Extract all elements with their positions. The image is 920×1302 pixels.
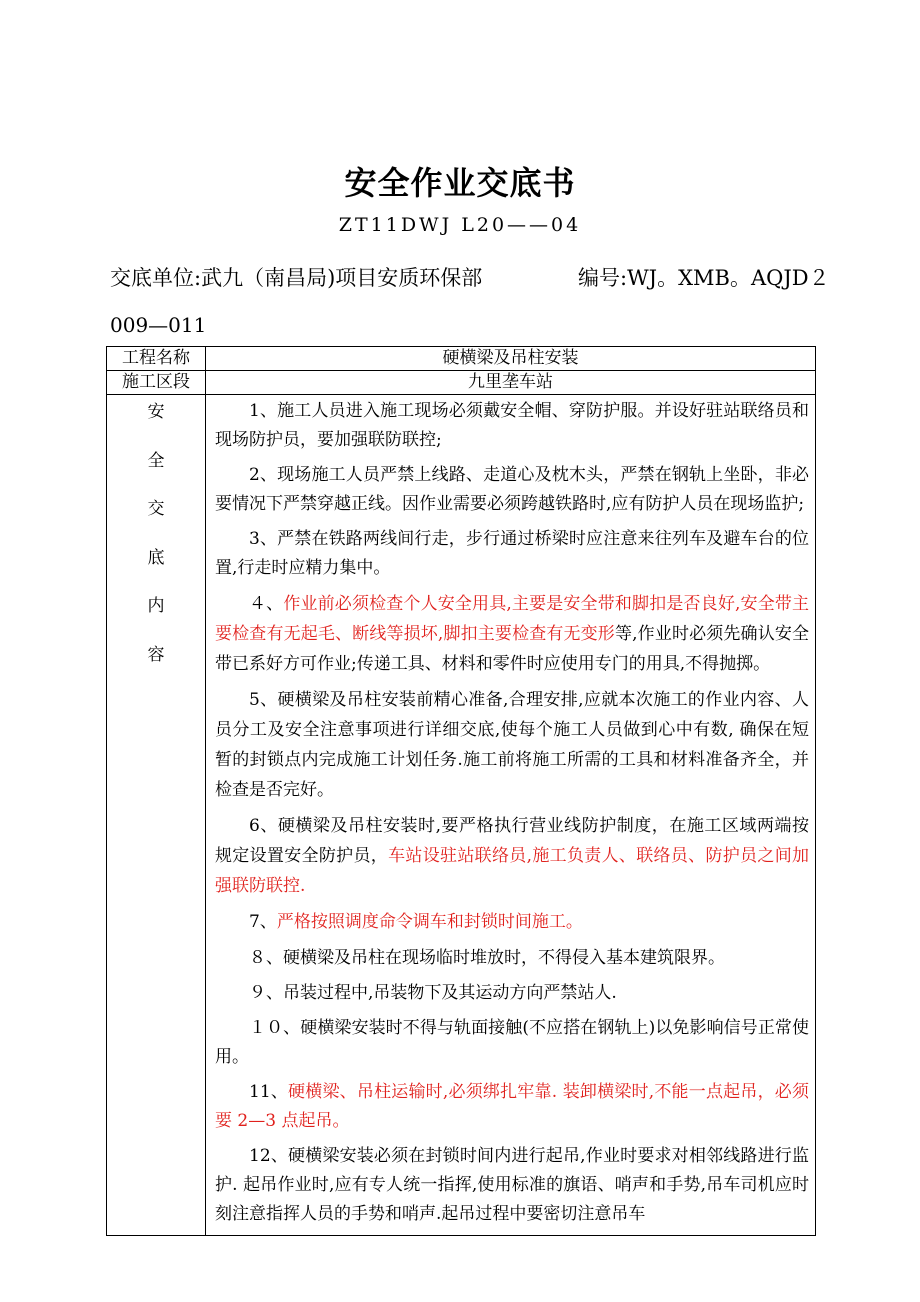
list-item: 5、硬横梁及吊柱安装前精心准备,合理安排,应就本次施工的作业内容、人员分工及安全注意事项进行详细交底,使每个施工人员做到心中有数, 确保在短暂的封锁点内完成施工计划任务.施工前将施工所需的工具和材料准备齐全，并检查是否完好。 bbox=[215, 690, 809, 800]
side-char: 全 bbox=[147, 450, 165, 471]
item-number: 7、 bbox=[249, 912, 277, 932]
list-item: 12、硬横梁安装必须在封锁时间内进行起吊,作业时要求对相邻线路进行监护. 起吊作业时,应有专人统一指挥,使用标准的旗语、哨声和手势,吊车司机应时刻注意指挥人员的手势和哨声.起吊过程中要密切注意吊车 bbox=[215, 1146, 809, 1224]
highlighted-text: 车站设驻站联络员,施工负责人、联络员、防护员之间加强联防联控. bbox=[215, 846, 810, 896]
side-char: 交 bbox=[147, 499, 165, 519]
list-item: ８、硬横梁及吊柱在现场临时堆放时，不得侵入基本建筑限界。 bbox=[249, 948, 725, 968]
briefing-content bbox=[206, 395, 816, 1236]
item-number: ４、 bbox=[249, 594, 284, 614]
item-text: 等,作业时必须先确认安全带已系好方可作业;传递工具、材料和零件时应使用专门的用具,不得抛掷。 bbox=[215, 624, 810, 674]
table-row bbox=[107, 347, 816, 371]
list-item: 3、严禁在铁路两线间行走，步行通过桥梁时应注意来往列车及避车台的位置,行走时应精力集中。 bbox=[215, 529, 809, 578]
list-item bbox=[215, 589, 809, 679]
document-number: 编号:WJ。XMB。AQJD２ bbox=[578, 266, 830, 290]
briefing-table bbox=[106, 346, 816, 1236]
header-info-line bbox=[110, 262, 830, 292]
content-side-label bbox=[107, 395, 206, 1236]
side-char: 内 bbox=[147, 596, 165, 616]
side-char: 容 bbox=[147, 644, 165, 665]
highlighted-text: 严格按照调度命令调车和封锁时间施工。 bbox=[276, 912, 583, 932]
item-number: 11、 bbox=[249, 1082, 289, 1102]
list-item: 2、现场施工人员严禁上线路、走道心及枕木头，严禁在钢轨上坐卧，非必要情况下严禁穿越正线。因作业需要必须跨越铁路时,应有防护人员在现场监护; bbox=[215, 465, 809, 514]
side-char: 安 bbox=[147, 402, 165, 422]
list-item bbox=[215, 1078, 809, 1136]
list-item: 1、施工人员进入施工现场必须戴安全帽、穿防护服。并设好驻站联络员和现场防护员，要加强联防联控; bbox=[215, 401, 809, 450]
list-item: ９、吊装过程中,吊装物下及其运动方向严禁站人. bbox=[249, 983, 617, 1003]
list-item bbox=[215, 907, 809, 937]
section-value: 九里垄车站 bbox=[206, 371, 816, 395]
table-row bbox=[107, 371, 816, 395]
highlighted-text: 作业前必须检查个人安全用具,主要是安全带和脚扣是否良好,安全带主要检查有无起毛、断线等损坏,脚扣主要检查有无变形 bbox=[215, 594, 810, 644]
document-code: ZT11DWJ L20——04 bbox=[338, 214, 582, 236]
highlighted-text: 硬横梁、吊柱运输时,必须绑扎牢靠. 装卸横梁时,不能一点起吊，必须要 2—3 点起吊。 bbox=[215, 1082, 809, 1131]
item-text: 6、硬横梁及吊柱安装时,要严格执行营业线防护制度，在施工区域两端按规定设置安全防护员， bbox=[215, 816, 809, 866]
project-name-label: 工程名称 bbox=[107, 347, 206, 371]
list-item: １０、硬横梁安装时不得与轨面接触(不应搭在钢轨上)以免影响信号正常使用。 bbox=[215, 1018, 809, 1067]
table-row bbox=[107, 395, 816, 1236]
issuing-unit: 交底单位:武九（南昌局)项目安质环保部 bbox=[110, 266, 483, 290]
project-name-value: 硬横梁及吊柱安装 bbox=[206, 347, 816, 371]
list-item bbox=[215, 811, 809, 901]
document-number-continued: 009—011 bbox=[110, 313, 207, 337]
section-label: 施工区段 bbox=[107, 371, 206, 395]
document-title: 安全作业交底书 bbox=[344, 164, 576, 202]
side-char: 底 bbox=[147, 547, 165, 568]
